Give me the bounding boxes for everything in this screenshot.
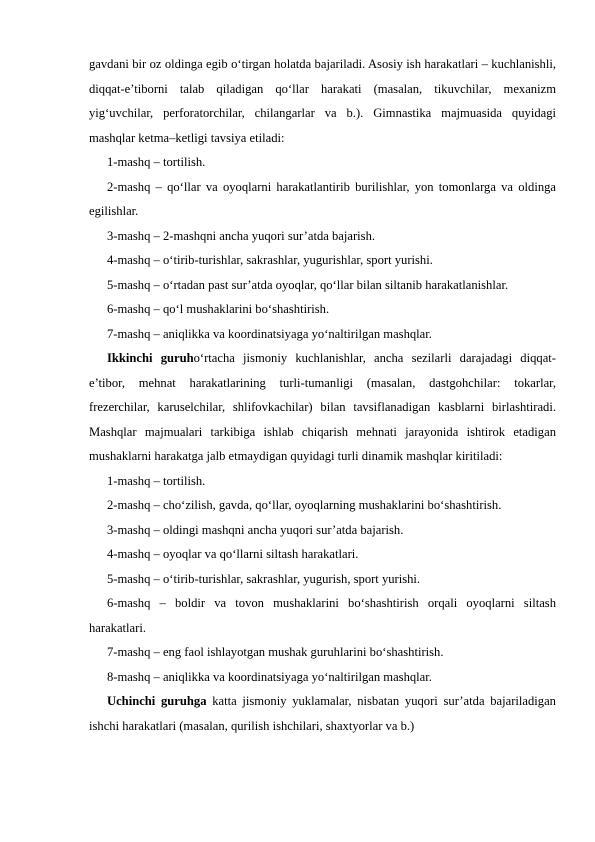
exercise-item: 1-mashq – tortilish. bbox=[107, 473, 206, 488]
intro-paragraph: gavdani bir oz oldinga egib o‘tirgan holatda bajariladi. Asosiy ish harakatlari – kuchlanishli, diqqat-e’tiborni talab qiladigan qo‘llar harakati (masalan, tikuvchilar, mexanizm yig‘uvchilar, perforatorchilar, chilangarlar va b.). Gimnastika majmuasida quyidagi mashqlar ketma–ketligi tavsiya etiladi: bbox=[89, 57, 556, 145]
exercise-item: 7-mashq – eng faol ishlayotgan mushak guruhlarini bo‘shashtirish. bbox=[107, 645, 444, 659]
exercise-item: 3-mashq – oldingi mashqni ancha yuqori sur’atda bajarish. bbox=[107, 522, 404, 537]
third-group-heading: Uchinchi guruhga bbox=[107, 694, 207, 708]
exercise-item: 8-mashq – aniqlikka va koordinatsiyaga yo‘naltirilgan mashqlar. bbox=[107, 669, 432, 684]
exercise-item: 4-mashq – o‘tirib-turishlar, sakrashlar, yugurishlar, sport yurishi. bbox=[107, 253, 433, 267]
second-group-paragraph bbox=[89, 346, 556, 469]
exercise-item: 2-mashq – qo‘llar va oyoqlarni harakatlantirib burilishlar, yon tomonlarga va oldinga egilishlar. bbox=[89, 179, 556, 218]
exercise-item: 5-mashq – o‘rtadan past sur’atda oyoqlar, qo‘llar bilan siltanib harakatlanishlar. bbox=[107, 277, 509, 292]
exercise-item: 3-mashq – 2-mashqni ancha yuqori sur’atda bajarish. bbox=[107, 228, 376, 243]
exercise-item: 7-mashq – aniqlikka va koordinatsiyaga yo‘naltirilgan mashqlar. bbox=[107, 326, 432, 341]
exercise-item: 6-mashq – boldir va tovon mushaklarini bo‘shashtirish orqali oyoqlarni siltash harakatlari. bbox=[89, 596, 556, 635]
exercise-item: 2-mashq – cho‘zilish, gavda, qo‘llar, oyoqlarning mushaklarini bo‘shashtirish. bbox=[107, 498, 502, 512]
exercise-item: 1-mashq – tortilish. bbox=[107, 155, 206, 169]
document-page bbox=[89, 52, 556, 738]
second-group-heading: Ikkinchi guruh bbox=[107, 351, 194, 365]
second-group-text: o‘rtacha jismoniy kuchlanishlar, ancha sezilarli darajadagi diqqat-e’tibor, mehnat harakatlarining turli-tumanligi (masalan, dastgohchilar: tokarlar, frezerchilar, karuselchilar, shlifovkachilar) bilan tavsiflanadigan kasblarni birlashtiradi. Mashqlar majmualari tarkibiga ishlab chiqarish mehnati jarayonida ishtirok etadigan mushaklarni harakatga jalb etmaydigan quyidagi turli dinamik mashqlar kiritiladi: bbox=[89, 351, 556, 463]
exercise-item: 4-mashq – oyoqlar va qo‘llarni siltash harakatlari. bbox=[107, 547, 359, 561]
third-group-text: katta jismoniy yuklamalar, nisbatan yuqori sur’atda bajariladigan ishchi harakatlari (masalan, qurilish ishchilari, shaxtyorlar va b.) bbox=[89, 694, 556, 733]
exercise-item: 6-mashq – qo‘l mushaklarini bo‘shashtirish. bbox=[107, 302, 330, 316]
exercise-item: 5-mashq – o‘tirib-turishlar, sakrashlar, yugurish, sport yurishi. bbox=[107, 571, 421, 586]
third-group-paragraph bbox=[89, 689, 556, 738]
